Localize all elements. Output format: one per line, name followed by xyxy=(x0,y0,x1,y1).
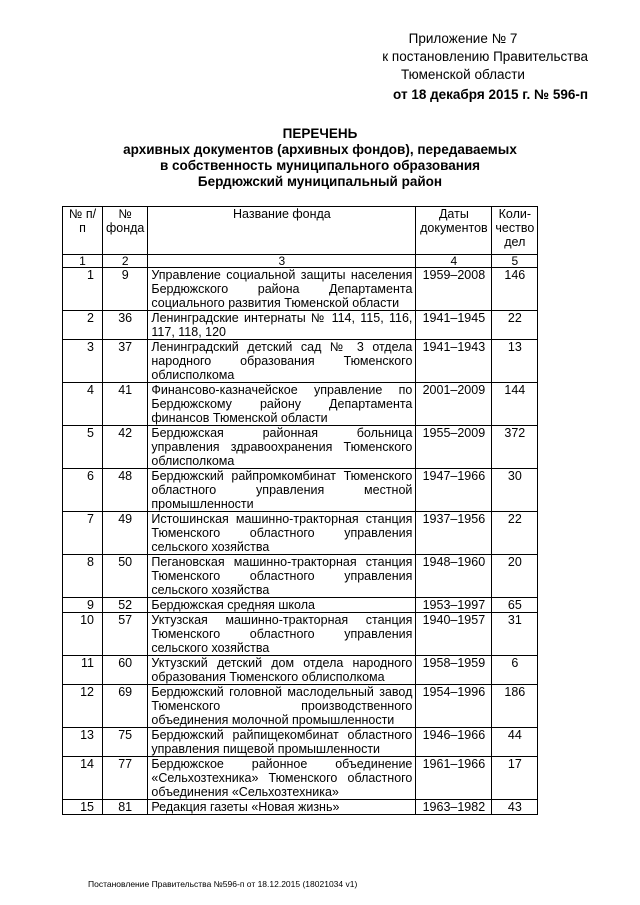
cell-dates: 1947–1966 xyxy=(416,469,492,512)
cell-name: Бердюжский райпромкомбинат Тюменского областного управления местной промышленности xyxy=(148,469,416,512)
table-row xyxy=(63,311,538,340)
cell-name: Ленинградский детский сад № 3 отдела народного образования Тюменского облисполкома xyxy=(148,340,416,383)
cell-count: 20 xyxy=(492,555,538,598)
cell-name: Бердюжское районное объединение «Сельхозтехника» Тюменского областного объединения «Сельхозтехника» xyxy=(148,757,416,800)
cell-count: 144 xyxy=(492,383,538,426)
cell-num: 15 xyxy=(63,800,103,815)
cell-count: 31 xyxy=(492,613,538,656)
cell-fond: 77 xyxy=(103,757,148,800)
table-row xyxy=(63,613,538,656)
cell-name: Управление социальной защиты населения Бердюжского района Департамента социального развития Тюменской области xyxy=(148,268,416,311)
cell-dates: 1959–2008 xyxy=(416,268,492,311)
cell-count: 17 xyxy=(492,757,538,800)
table-row xyxy=(63,383,538,426)
table-row xyxy=(63,598,538,613)
header-count: Коли-чество дел xyxy=(492,207,538,255)
cell-count: 22 xyxy=(492,311,538,340)
cell-name: Редакция газеты «Новая жизнь» xyxy=(148,800,416,815)
appendix-block xyxy=(338,30,588,104)
cell-dates: 1958–1959 xyxy=(416,656,492,685)
header-num: № п/п xyxy=(63,207,103,255)
cell-num: 14 xyxy=(63,757,103,800)
column-number: 3 xyxy=(148,255,416,268)
column-number: 2 xyxy=(103,255,148,268)
cell-count: 13 xyxy=(492,340,538,383)
cell-num: 8 xyxy=(63,555,103,598)
appendix-line-2: Тюменской области xyxy=(401,67,525,82)
archive-table xyxy=(62,206,538,815)
document-heading xyxy=(0,126,640,190)
cell-fond: 57 xyxy=(103,613,148,656)
cell-num: 10 xyxy=(63,613,103,656)
cell-name: Истошинская машинно-тракторная станция Тюменского областного управления сельского хозяйства xyxy=(148,512,416,555)
column-number: 5 xyxy=(492,255,538,268)
cell-name: Бердюжская средняя школа xyxy=(148,598,416,613)
cell-num: 7 xyxy=(63,512,103,555)
cell-count: 186 xyxy=(492,685,538,728)
appendix-line-1: к постановлению Правительства xyxy=(382,49,588,64)
cell-name: Ленинградские интернаты № 114, 115, 116, 117, 118, 120 xyxy=(148,311,416,340)
heading-line-3: в собственность муниципального образования xyxy=(159,158,481,173)
cell-fond: 52 xyxy=(103,598,148,613)
cell-num: 3 xyxy=(63,340,103,383)
table-row xyxy=(63,340,538,383)
cell-fond: 37 xyxy=(103,340,148,383)
cell-name: Бердюжский райпищекомбинат областного управления пищевой промышленности xyxy=(148,728,416,757)
column-number: 4 xyxy=(416,255,492,268)
heading-title: ПЕРЕЧЕНЬ xyxy=(282,126,358,141)
header-fond: № фонда xyxy=(103,207,148,255)
column-number: 1 xyxy=(63,255,103,268)
cell-dates: 1954–1996 xyxy=(416,685,492,728)
cell-dates: 1941–1943 xyxy=(416,340,492,383)
cell-name: Бердюжская районная больница управления здравоохранения Тюменского облисполкома xyxy=(148,426,416,469)
table-row xyxy=(63,426,538,469)
table-row xyxy=(63,512,538,555)
cell-count: 22 xyxy=(492,512,538,555)
cell-dates: 2001–2009 xyxy=(416,383,492,426)
cell-dates: 1946–1966 xyxy=(416,728,492,757)
cell-fond: 41 xyxy=(103,383,148,426)
appendix-title: Приложение № 7 xyxy=(408,31,518,46)
cell-num: 13 xyxy=(63,728,103,757)
table-row xyxy=(63,685,538,728)
cell-name: Уктузский детский дом отдела народного образования Тюменского облисполкома xyxy=(148,656,416,685)
cell-fond: 49 xyxy=(103,512,148,555)
heading-line-2: архивных документов (архивных фондов), передаваемых xyxy=(123,142,517,157)
appendix-date: от 18 декабря 2015 г. № 596-п xyxy=(393,87,588,102)
cell-count: 30 xyxy=(492,469,538,512)
cell-count: 44 xyxy=(492,728,538,757)
cell-fond: 60 xyxy=(103,656,148,685)
cell-count: 6 xyxy=(492,656,538,685)
table-row xyxy=(63,268,538,311)
cell-num: 5 xyxy=(63,426,103,469)
cell-count: 372 xyxy=(492,426,538,469)
cell-dates: 1955–2009 xyxy=(416,426,492,469)
cell-dates: 1940–1957 xyxy=(416,613,492,656)
cell-dates: 1953–1997 xyxy=(416,598,492,613)
cell-name: Пегановская машинно-тракторная станция Тюменского областного управления сельского хозяйства xyxy=(148,555,416,598)
cell-count: 43 xyxy=(492,800,538,815)
header-name: Название фонда xyxy=(148,207,416,255)
table-row xyxy=(63,800,538,815)
cell-num: 1 xyxy=(63,268,103,311)
cell-num: 9 xyxy=(63,598,103,613)
column-number-row xyxy=(63,255,538,268)
footer-note: Постановление Правительства №596-п от 18.12.2015 (18021034 v1) xyxy=(88,879,358,889)
cell-dates: 1961–1966 xyxy=(416,757,492,800)
cell-num: 12 xyxy=(63,685,103,728)
cell-fond: 48 xyxy=(103,469,148,512)
cell-name: Финансово-казначейское управление по Бердюжскому району Департамента финансов Тюменской области xyxy=(148,383,416,426)
cell-dates: 1963–1982 xyxy=(416,800,492,815)
cell-dates: 1948–1960 xyxy=(416,555,492,598)
cell-count: 146 xyxy=(492,268,538,311)
cell-fond: 75 xyxy=(103,728,148,757)
cell-count: 65 xyxy=(492,598,538,613)
cell-dates: 1941–1945 xyxy=(416,311,492,340)
heading-line-4: Бердюжский муниципальный район xyxy=(197,174,443,189)
cell-num: 4 xyxy=(63,383,103,426)
cell-fond: 9 xyxy=(103,268,148,311)
cell-fond: 50 xyxy=(103,555,148,598)
header-dates: Даты документов xyxy=(416,207,492,255)
table-row xyxy=(63,469,538,512)
table-row xyxy=(63,555,538,598)
table-row xyxy=(63,728,538,757)
cell-fond: 81 xyxy=(103,800,148,815)
cell-name: Бердюжский головной маслодельный завод Тюменского производственного объединения молочной промышленности xyxy=(148,685,416,728)
table-row xyxy=(63,656,538,685)
cell-num: 11 xyxy=(63,656,103,685)
cell-num: 2 xyxy=(63,311,103,340)
cell-fond: 36 xyxy=(103,311,148,340)
cell-num: 6 xyxy=(63,469,103,512)
cell-fond: 42 xyxy=(103,426,148,469)
cell-dates: 1937–1956 xyxy=(416,512,492,555)
cell-name: Уктузская машинно-тракторная станция Тюменского областного управления сельского хозяйства xyxy=(148,613,416,656)
table-row xyxy=(63,757,538,800)
cell-fond: 69 xyxy=(103,685,148,728)
